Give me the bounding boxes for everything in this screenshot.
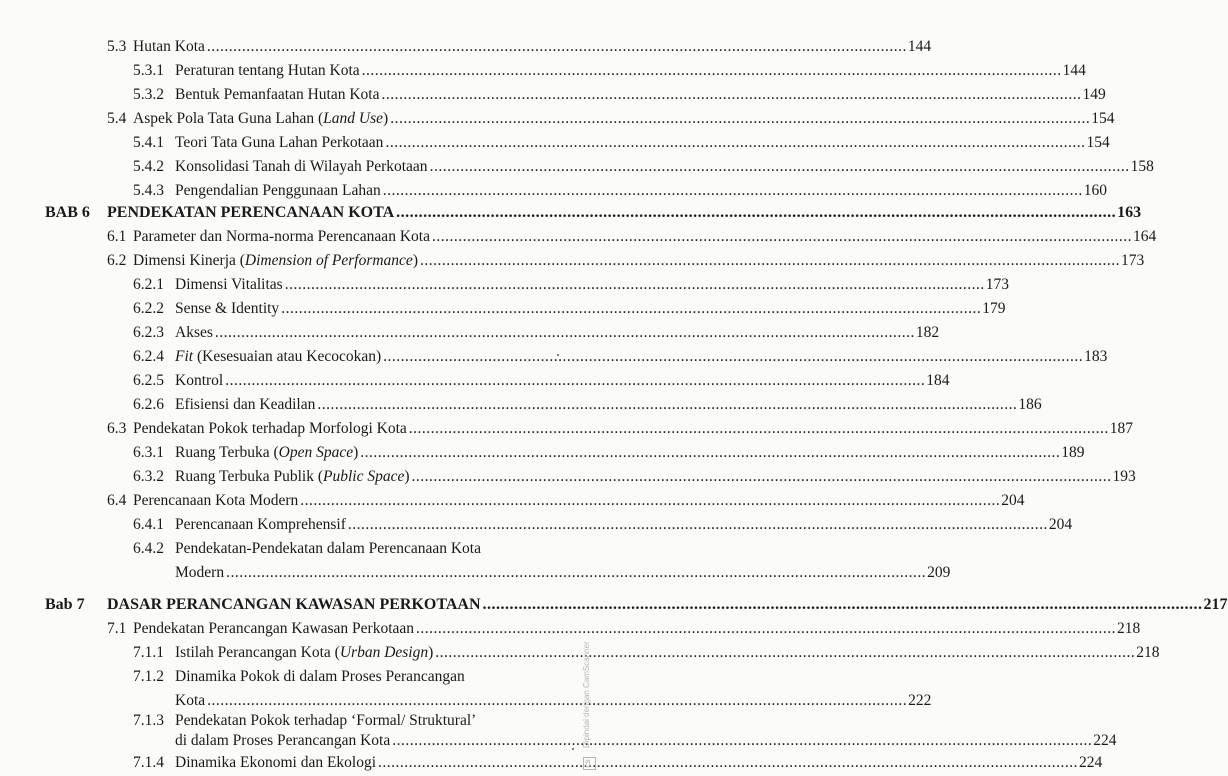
toc-entry[interactable] [0,538,538,560]
toc-title: Konsolidasi Tanah di Wilayah Perkotaan [175,158,428,175]
toc-number: 6.3.1 [133,444,164,461]
toc-title: Sense & Identity [175,300,280,317]
title-part: Ruang Terbuka ( [175,444,279,461]
toc-page-number: 189 [1061,444,1085,461]
title-part: Aspek Pola Tata Guna Lahan ( [133,110,324,127]
toc-page-number: 164 [1132,228,1157,245]
title-part: Istilah Perancangan Kota ( [175,644,340,661]
dot-leader [381,84,1081,106]
toc-title: Pendekatan Pokok terhadap ‘Formal/ Struktural’ [175,712,477,729]
title-part: ) [404,468,410,485]
toc-page-number: 222 [908,692,932,709]
toc-page-number: 193 [1112,468,1136,485]
toc-entry[interactable] [0,226,1157,248]
toc-title: Perencanaan Komprehensif [175,516,346,533]
toc-entry[interactable] [0,180,1107,202]
chapter-heading[interactable] [0,594,1228,616]
chapter-title: PENDEKATAN PERENCANAAN KOTA [107,204,395,221]
toc-title: Pendekatan Pokok terhadap Morfologi Kota [133,420,407,437]
toc-page-number: 204 [1001,492,1025,509]
toc-entry[interactable] [0,710,538,732]
toc-title: Teori Tata Guna Lahan Perkotaan [175,134,384,151]
toc-page-number: 154 [1091,110,1115,127]
toc-entry[interactable] [0,442,1085,464]
toc-number: 7.1 [107,620,127,637]
watermark-text: Dipindai dengan CamScanner [582,641,591,748]
toc-number: 6.2 [107,252,127,269]
dot-leader [412,466,1112,488]
dot-leader [281,298,981,320]
toc-title-continuation: di dalam Proses Perancangan Kota [175,732,391,749]
dot-leader [483,594,1203,616]
toc-page-number: 163 [1117,204,1142,221]
title-part: ) [353,444,359,461]
toc-entry[interactable] [0,274,1009,296]
dot-leader [300,490,1000,512]
toc-title: Pengendalian Penggunaan Lahan [175,182,381,199]
toc-number: 5.4.1 [133,134,164,151]
title-part: Dimensi Kinerja ( [133,252,245,269]
toc-entry-continuation[interactable] [0,690,932,712]
toc-page-number: 173 [985,276,1009,293]
toc-entry[interactable] [0,466,1136,488]
toc-title: Pendekatan Perancangan Kawasan Perkotaan [133,620,415,637]
toc-page-number: 158 [1130,158,1154,175]
toc-title [133,108,388,130]
toc-page-number: 204 [1048,516,1073,533]
camscanner-logo-icon: CS [583,757,596,770]
chapter-number: Bab 7 [45,596,85,613]
toc-number: 5.4 [107,110,127,127]
toc-entry[interactable] [0,60,1086,82]
toc-title: Bentuk Pemanfaatan Hutan Kota [175,86,380,103]
title-italic: Public Space [323,468,405,485]
dot-leader [430,156,1130,178]
dot-leader [385,132,1085,154]
toc-number: 6.4 [107,492,127,509]
toc-title: Dinamika Ekonomi dan Ekologi [175,754,377,771]
toc-page-number: 149 [1082,86,1106,103]
dot-leader [383,180,1083,202]
toc-entry[interactable] [0,370,950,392]
toc-number: 6.3.2 [133,468,164,485]
toc-title: Hutan Kota [133,38,205,55]
toc-number: 5.4.2 [133,158,164,175]
chapter-title: DASAR PERANCANGAN KAWASAN PERKOTAAN [107,596,481,613]
toc-number: 5.3 [107,38,127,55]
title-part: ) [428,644,434,661]
dot-leader [215,322,915,344]
dot-leader [226,562,926,584]
dot-leader [420,250,1120,272]
title-part: ) [383,110,389,127]
toc-page-number: 218 [1136,644,1160,661]
dot-leader [225,370,925,392]
toc-entry[interactable] [0,322,940,344]
dot-leader [435,642,1135,664]
toc-entry-continuation[interactable] [0,562,951,584]
toc-number: 6.2.5 [133,372,164,389]
chapter-heading[interactable] [0,202,1142,224]
toc-title [175,442,358,464]
toc-number: 5.4.3 [133,182,164,199]
toc-number: 6.2.3 [133,324,164,341]
toc-title: Dinamika Pokok di dalam Proses Perancangan [175,668,465,685]
title-italic: Open Space [278,444,354,461]
toc-number: 6.1 [107,228,127,245]
toc-entry[interactable] [0,250,1145,272]
toc-entry[interactable] [0,36,932,58]
toc-number: 7.1.4 [133,754,164,771]
chapter-number: BAB 6 [45,204,90,221]
toc-number: 6.2.6 [133,396,164,413]
toc-page-number: 160 [1083,182,1107,199]
toc-number: 6.4.1 [133,516,164,533]
toc-title [133,250,418,272]
dot-leader [348,514,1048,536]
toc-page-number: 217 [1203,596,1228,613]
toc-entry[interactable] [0,490,1025,512]
toc-title: Kontrol [175,372,224,389]
toc-entry[interactable] [0,514,1073,536]
toc-page-number: 173 [1120,252,1145,269]
title-part: Ruang Terbuka Publik ( [175,468,324,485]
toc-number: 6.2.1 [133,276,164,293]
title-italic: Land Use [323,110,384,127]
toc-page-number: 144 [907,38,932,55]
toc-title: Perencanaan Kota Modern [133,492,299,509]
toc-page-number: 224 [1093,732,1117,749]
dot-leader [383,346,1083,368]
toc-title: Pendekatan-Pendekatan dalam Perencanaan Kota [175,540,481,557]
toc-page-number: 144 [1062,62,1086,79]
toc-title: Akses [175,324,213,341]
toc-number: 6.4.2 [133,540,164,557]
title-part: (Kesesuaian atau Kecocokan) [193,348,382,365]
toc-entry[interactable] [0,132,1110,154]
dot-leader [416,618,1116,640]
toc-number: 6.2.4 [133,348,164,365]
toc-page-number: 179 [982,300,1006,317]
title-part: ) [412,252,418,269]
toc-page-number: 218 [1117,620,1141,637]
toc-number: 7.1.1 [133,644,164,661]
toc-title: Dimensi Vitalitas [175,276,283,293]
toc-page-number: 209 [927,564,951,581]
dot-leader [432,226,1132,248]
toc-page-number: 224 [1079,754,1103,771]
scan-speck [572,748,574,750]
toc-entry[interactable] [0,418,1134,440]
toc-page-number: 154 [1086,134,1110,151]
toc-number: 5.3.1 [133,62,164,79]
toc-entry[interactable] [0,156,1154,178]
dot-leader [390,108,1090,130]
dot-leader [378,752,1078,774]
dot-leader [396,202,1116,224]
title-italic: Urban Design [339,644,429,661]
title-italic: Dimension of Performance [244,252,413,269]
toc-entry[interactable] [0,618,1141,640]
toc-title-continuation: Kota [175,692,206,709]
dot-leader [207,36,907,58]
toc-entry[interactable] [0,346,1108,368]
toc-number: 7.1.3 [133,712,164,729]
dot-leader [392,730,1092,752]
toc-entry[interactable] [0,108,1115,130]
title-italic: Fit [175,348,194,365]
toc-number: 6.2.2 [133,300,164,317]
toc-entry[interactable] [0,666,538,688]
toc-entry[interactable] [0,84,1106,106]
toc-title [175,466,410,488]
toc-entry[interactable] [0,394,1042,416]
toc-title: Parameter dan Norma-norma Perencanaan Kota [133,228,430,245]
toc-number: 5.3.2 [133,86,164,103]
toc-entry[interactable] [0,298,1006,320]
toc-page-number: 186 [1018,396,1042,413]
dot-leader [207,690,907,712]
toc-page-number: 182 [915,324,940,341]
scanner-watermark [582,630,596,770]
toc-number: 6.3 [107,420,127,437]
toc-entry-continuation[interactable] [0,730,1117,752]
toc-title: Peraturan tentang Hutan Kota [175,62,360,79]
toc-title [175,642,433,664]
dot-leader [409,418,1109,440]
toc-page-number: 183 [1084,348,1108,365]
scan-speck [557,354,559,356]
toc-page-number: 187 [1109,420,1134,437]
toc-title: Efisiensi dan Keadilan [175,396,316,413]
toc-entry[interactable] [0,642,1160,664]
toc-title-continuation: Modern [175,564,225,581]
toc-page-number: 184 [926,372,950,389]
toc-title [175,346,381,368]
dot-leader [362,60,1062,82]
dot-leader [360,442,1060,464]
toc-number: 7.1.2 [133,668,164,685]
dot-leader [317,394,1017,416]
dot-leader [285,274,985,296]
